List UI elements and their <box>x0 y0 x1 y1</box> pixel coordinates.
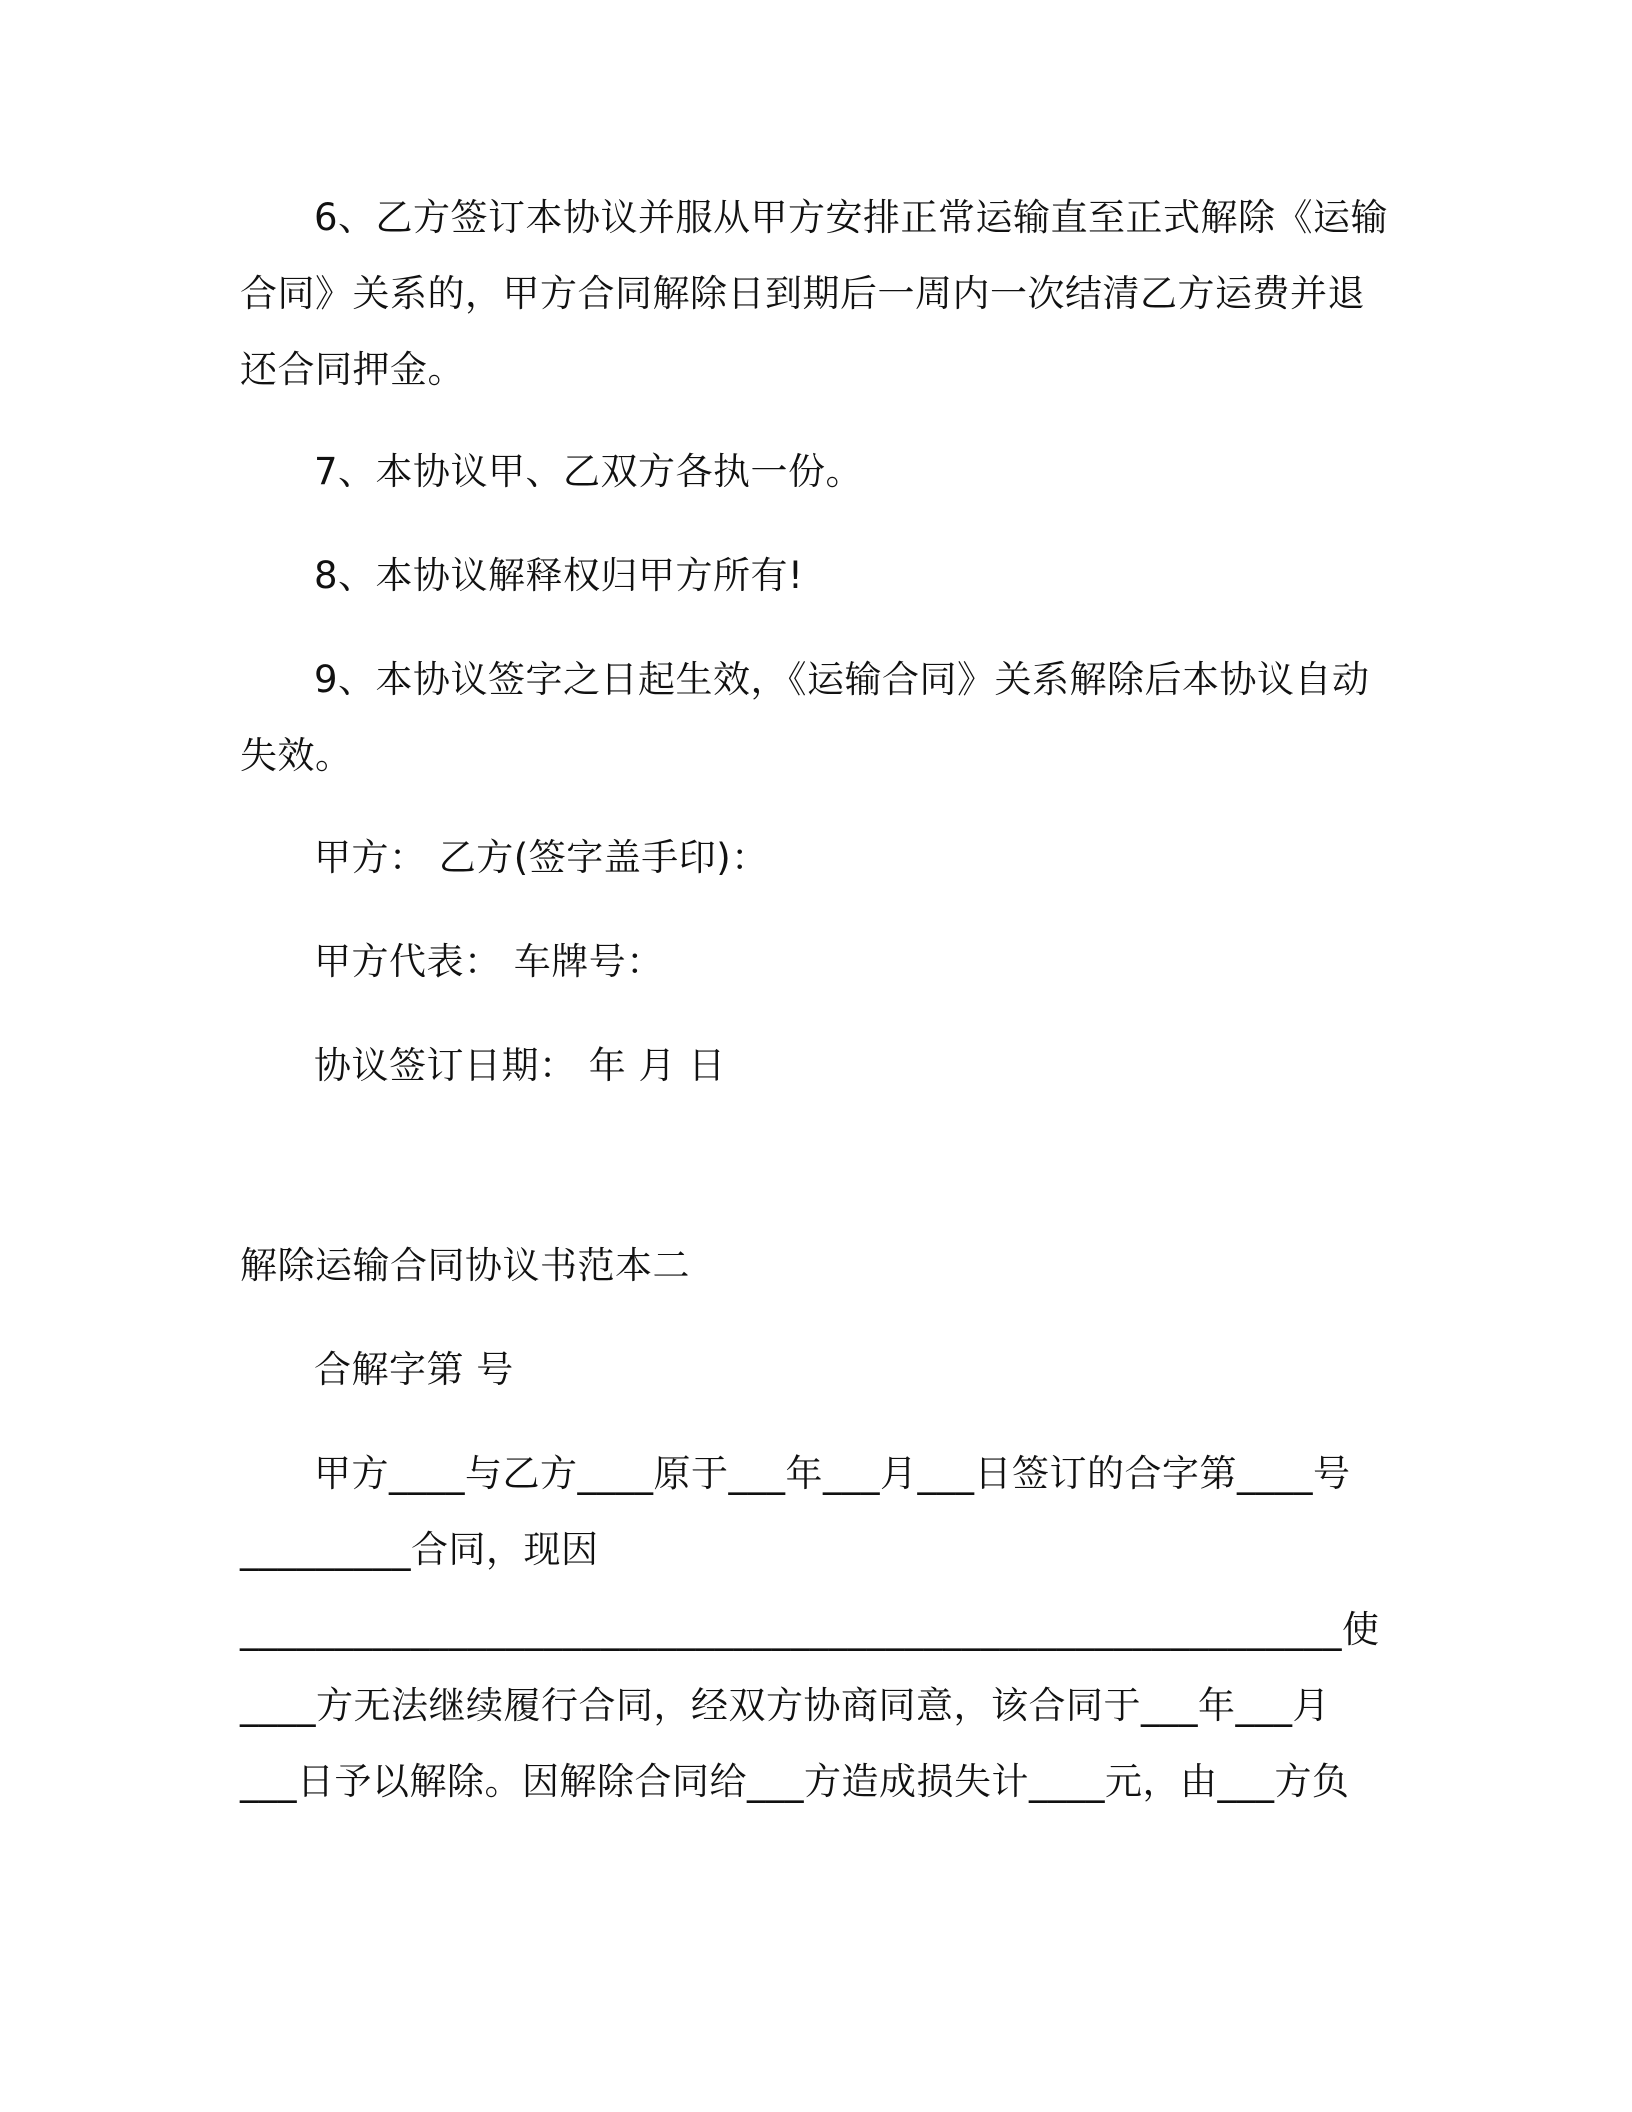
clause-9-line-2: 失效。 <box>240 734 353 777</box>
body-line-2: _________合同，现因 <box>240 1528 599 1571</box>
signature-parties: 甲方： 乙方(签字盖手印)： <box>314 836 769 879</box>
body-line-3: __________________________________________________________使 <box>240 1608 1380 1651</box>
clause-9-line-1: 9、本协议签字之日起生效，《运输合同》关系解除后本协议自动 <box>314 658 1370 701</box>
clause-6-line-2: 合同》关系的，甲方合同解除日到期后一周内一次结清乙方运费并退 <box>240 272 1365 315</box>
clause-7: 7、本协议甲、乙双方各执一份。 <box>314 450 864 493</box>
signature-date: 协议签订日期： 年 月 日 <box>314 1044 726 1087</box>
signature-representative: 甲方代表： 车牌号： <box>314 940 664 983</box>
body-line-5: ___日予以解除。因解除合同给___方造成损失计____元，由___方负 <box>240 1760 1350 1803</box>
clause-8: 8、本协议解释权归甲方所有! <box>314 554 804 597</box>
clause-6-line-1: 6、乙方签订本协议并服从甲方安排正常运输直至正式解除《运输 <box>314 196 1389 239</box>
section-title: 解除运输合同协议书范本二 <box>240 1244 690 1287</box>
clause-6-line-3: 还合同押金。 <box>240 348 465 391</box>
body-line-4: ____方无法继续履行合同，经双方协商同意，该合同于___年___月 <box>240 1684 1330 1727</box>
document-number: 合解字第 号 <box>314 1348 514 1391</box>
body-line-1: 甲方____与乙方____原于___年___月___日签订的合字第____号 <box>314 1452 1351 1495</box>
